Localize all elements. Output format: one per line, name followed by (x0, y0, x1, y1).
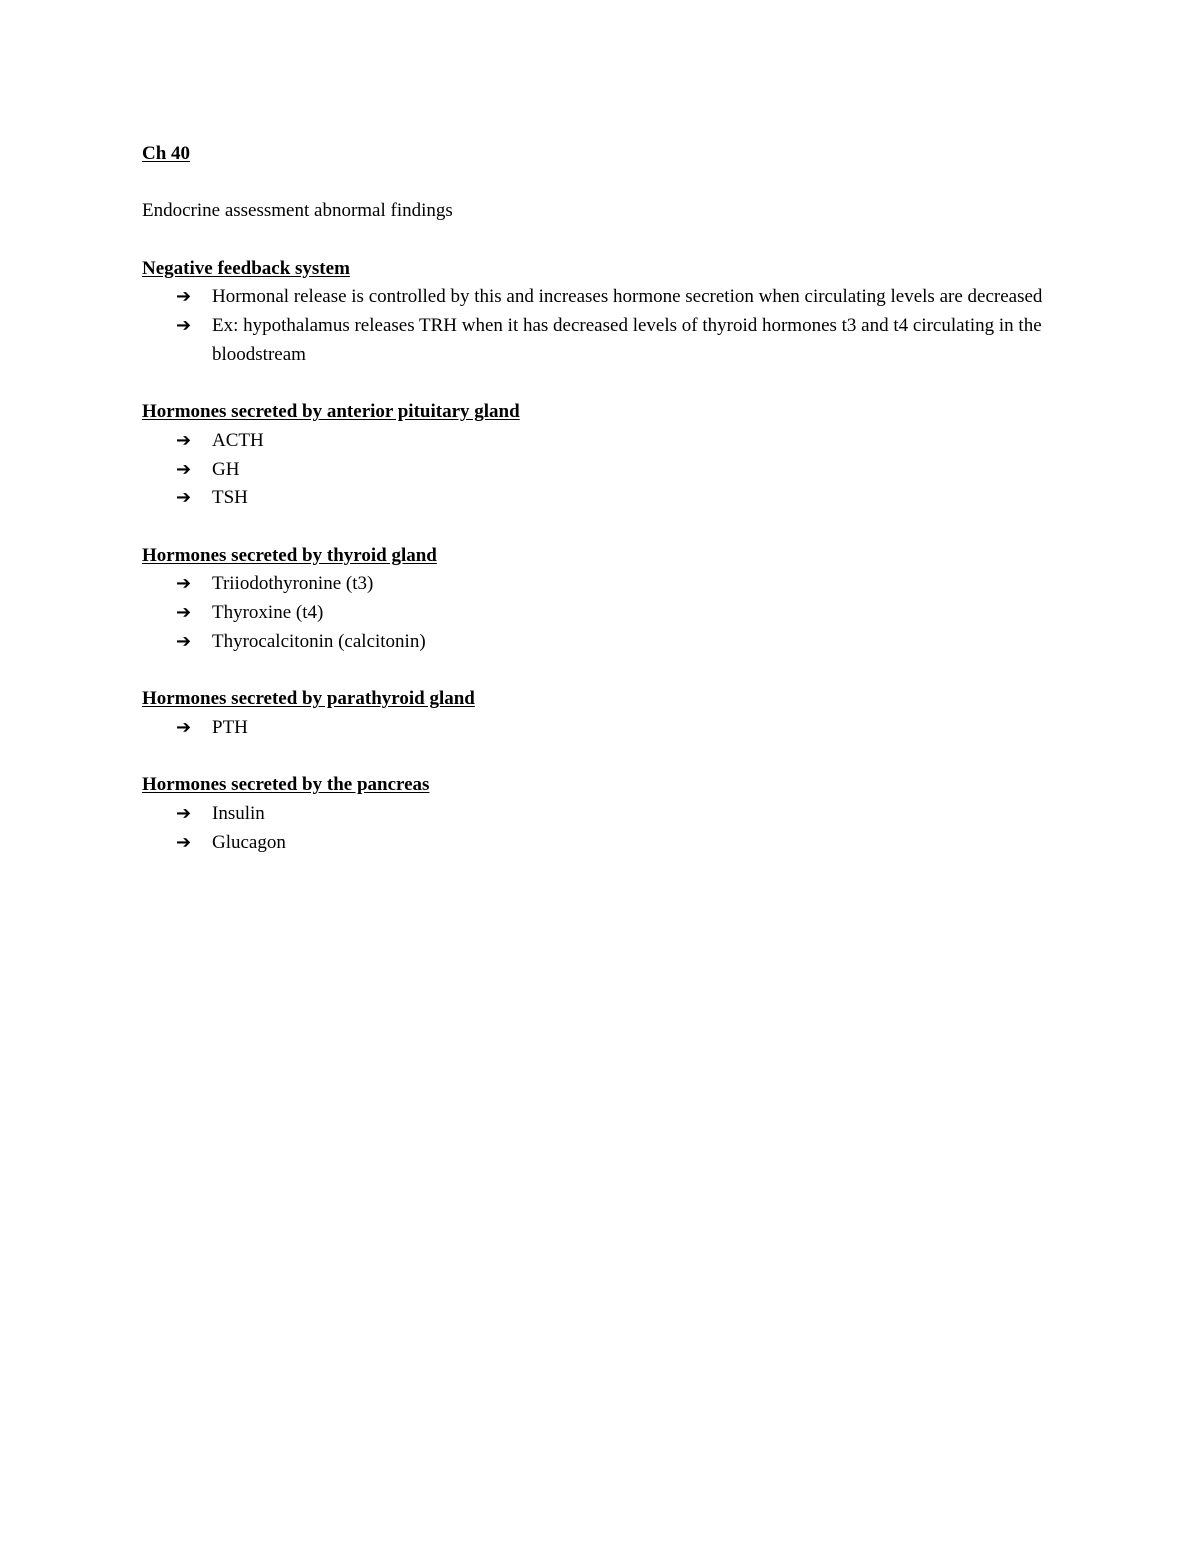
spacer (142, 743, 1062, 772)
section-heading: Hormones secreted by parathyroid gland (142, 688, 475, 710)
list-item (142, 714, 1062, 743)
list-item (142, 599, 1062, 628)
arrow-bullet-icon: ➔ (176, 286, 192, 308)
arrow-bullet-icon: ➔ (176, 458, 192, 480)
spacer (142, 169, 1062, 198)
section-anterior-pituitary (142, 398, 1062, 513)
list-item (142, 570, 1062, 599)
section-negative-feedback (142, 255, 1062, 370)
section-heading: Hormones secreted by anterior pituitary gland (142, 401, 520, 423)
list-item (142, 283, 1062, 312)
spacer (142, 657, 1062, 686)
arrow-bullet-icon: ➔ (176, 803, 192, 825)
list-item (142, 427, 1062, 456)
spacer (142, 513, 1062, 542)
list-item-text: GH (212, 458, 240, 480)
list-item (142, 829, 1062, 858)
spacer (142, 226, 1062, 255)
arrow-bullet-icon: ➔ (176, 429, 192, 451)
section-pancreas (142, 771, 1062, 857)
section-heading: Hormones secreted by the pancreas (142, 774, 430, 796)
list-item-text: Triiodothyronine (t3) (212, 573, 374, 595)
arrow-bullet-icon: ➔ (176, 630, 192, 652)
arrow-bullet-icon: ➔ (176, 573, 192, 595)
spacer (142, 370, 1062, 399)
document-subtitle: Endocrine assessment abnormal findings (142, 200, 453, 222)
list-item (142, 456, 1062, 485)
list-item-text: Ex: hypothalamus releases TRH when it has decreased levels of thyroid hormones t3 and t4 circulating in the bloodstream (212, 315, 1042, 365)
bullet-list (142, 800, 1062, 857)
bullet-list (142, 714, 1062, 743)
arrow-bullet-icon: ➔ (176, 602, 192, 624)
arrow-bullet-icon: ➔ (176, 831, 192, 853)
list-item-text: Thyroxine (t4) (212, 602, 324, 624)
section-thyroid (142, 542, 1062, 657)
arrow-bullet-icon: ➔ (176, 716, 192, 738)
list-item-text: Thyrocalcitonin (calcitonin) (212, 630, 426, 652)
bullet-list (142, 427, 1062, 513)
list-item (142, 312, 1062, 369)
bullet-list (142, 570, 1062, 656)
document-body (142, 140, 1062, 857)
list-item-text: ACTH (212, 429, 264, 451)
section-heading: Hormones secreted by thyroid gland (142, 544, 437, 566)
section-heading: Negative feedback system (142, 257, 350, 279)
list-item-text: Hormonal release is controlled by this and increases hormone secretion when circulating levels are decreased (212, 286, 1043, 308)
list-item-text: PTH (212, 716, 248, 738)
chapter-title: Ch 40 (142, 143, 191, 164)
list-item-text: Insulin (212, 803, 265, 825)
list-item (142, 484, 1062, 513)
arrow-bullet-icon: ➔ (176, 487, 192, 509)
list-item-text: Glucagon (212, 831, 286, 853)
list-item (142, 628, 1062, 657)
list-item-text: TSH (212, 487, 248, 509)
list-item (142, 800, 1062, 829)
section-parathyroid (142, 685, 1062, 742)
arrow-bullet-icon: ➔ (176, 315, 192, 337)
bullet-list (142, 283, 1062, 369)
